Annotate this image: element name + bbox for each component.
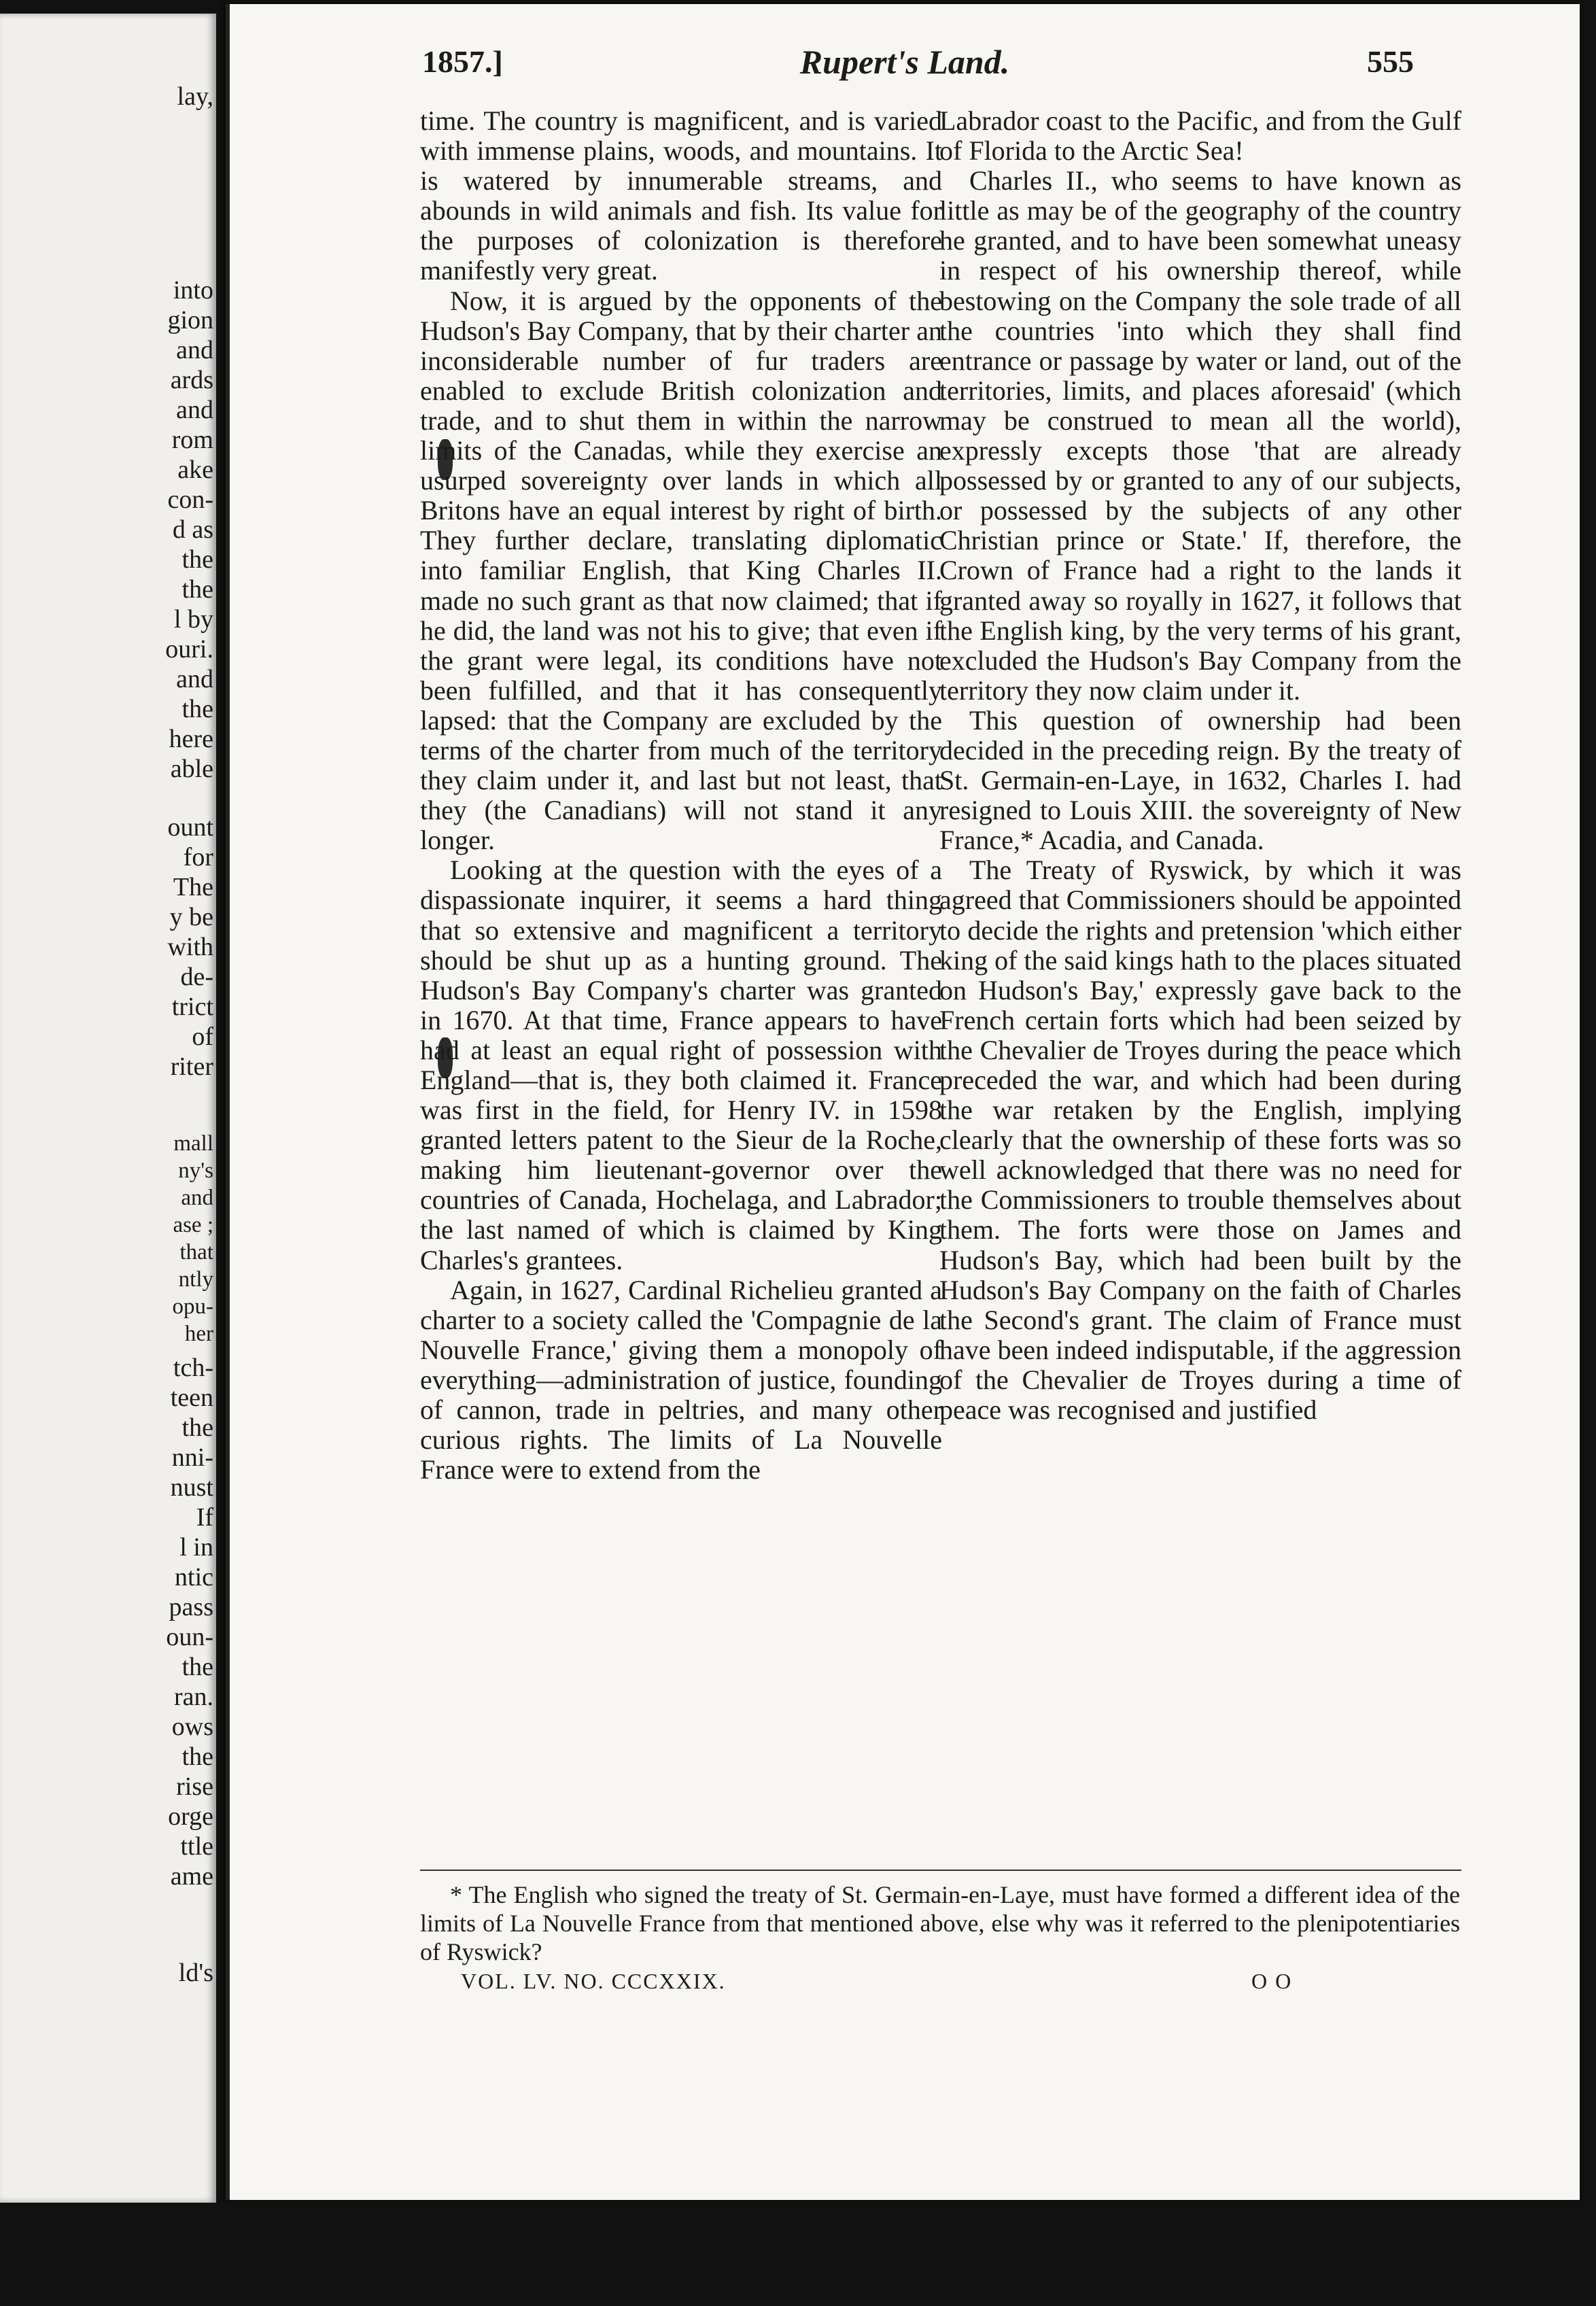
paragraph: time. The country is magnificent, and is varied with immense plains, woods, and mountains. It is watered by innumerable streams, and abounds in wild animals and fish. Its value for the purposes of colonization is therefore manifestly very great.: [420, 105, 942, 286]
facing-page-text-fragment: ards: [170, 366, 213, 394]
facing-page-text-fragment: orge: [168, 1802, 213, 1831]
facing-page-text-fragment: ount: [167, 813, 213, 842]
footnote-divider: [420, 1870, 1461, 1871]
facing-page-text-fragment: ny's: [178, 1158, 213, 1183]
facing-page-text-fragment: with: [167, 933, 213, 961]
facing-page-text-fragment: mall: [173, 1131, 213, 1156]
facing-page-text-fragment: nni-: [171, 1443, 213, 1472]
facing-page-text-fragment: ran.: [173, 1683, 213, 1711]
facing-page-text-fragment: ttle: [180, 1832, 213, 1861]
facing-page-text-fragment: ouri.: [165, 635, 213, 664]
facing-page-text-fragment: l in: [179, 1533, 213, 1562]
facing-page-text-fragment: ntic: [175, 1563, 213, 1591]
paragraph: The Treaty of Ryswick, by which it was agreed that Commissioners should be appointed to decide the rights and pretension 'which either king of the said kings hath to the places situated on Hudson's Bay,' expressly gave back to the French certain forts which had been seized by the Chevalier de Troyes during the peace which preceded the war, and which had been during the war retaken by the English, implying clearly that the ownership of these forts was so well acknowledged that there was no need for the Commissioners to trouble themselves about them. The forts were those on James and Hudson's Bay, which had been built by the Hudson's Bay Company on the faith of Charles the Second's grant. The claim of France must have been indeed indisputable, if the aggression of the Chevalier de Troyes during a time of peace was recognised and justified: [939, 855, 1461, 1426]
paragraph: Again, in 1627, Cardinal Richelieu granted a charter to a society called the 'Compagnie de la Nouvelle France,' giving them a monopoly of everything—administration of justice, founding of cannon, trade in peltries, and many other curious rights. The limits of La Nouvelle France were to extend from the: [420, 1274, 942, 1485]
facing-page-text-fragment: opu-: [172, 1294, 213, 1319]
paragraph: This question of ownership had been decided in the preceding reign. By the treaty of St. Germain-en-Laye, in 1632, Charles I. had resigned to Louis XIII. the sovereignty of New France,* Acadia, and Canada.: [939, 704, 1461, 856]
paragraph: Labrador coast to the Pacific, and from the Gulf of Florida to the Arctic Sea!: [939, 105, 1461, 167]
facing-page-text-fragment: gion: [167, 306, 213, 334]
facing-page-text-fragment: trict: [171, 993, 213, 1021]
facing-page-text-fragment: d as: [172, 515, 213, 544]
facing-page-text-fragment: here: [169, 725, 213, 753]
facing-page-text-fragment: oun-: [166, 1623, 213, 1651]
facing-page-text-fragment: ake: [177, 455, 213, 484]
facing-page-text-fragment: rise: [176, 1772, 213, 1801]
facing-page-text-fragment: of: [192, 1022, 213, 1051]
facing-page-text-fragment: the: [181, 695, 213, 723]
facing-page-text-fragment: ame: [170, 1862, 213, 1891]
facing-page-text-fragment: tch-: [173, 1354, 213, 1382]
facing-page-text-fragment: de-: [180, 963, 213, 991]
facing-page-text-fragment: ase ;: [173, 1213, 213, 1237]
running-year: 1857.]: [422, 44, 503, 79]
facing-page-text-fragment: lay,: [177, 82, 213, 111]
footnote: * The English who signed the treaty of St. Germain-en-Laye, must have formed a different idea of the limits of La Nouvelle France from that mentioned above, else why was it referred to the plenipotentiaries of Ryswick?: [420, 1881, 1460, 1965]
signature-mark: O O: [1251, 1969, 1293, 1993]
facing-page-text-fragment: riter: [170, 1052, 213, 1081]
facing-page-text-fragment: rom: [171, 426, 213, 454]
facing-page-text-fragment: into: [173, 276, 213, 305]
right-text-column: [939, 106, 1461, 1425]
facing-page-text-fragment: ntly: [178, 1267, 213, 1292]
facing-page-text-fragment: If: [196, 1503, 213, 1532]
facing-page-text-fragment: and: [181, 1186, 213, 1210]
paragraph: Looking at the question with the eyes of a dispassionate inquirer, it seems a hard thing that so extensive and magnificent a territory should be shut up as a hunting ground. The Hudson's Bay Company's charter was granted in 1670. At that time, France appears to have had at least an equal right of possession with England—that is, they both claimed it. France was first in the field, for Henry IV. in 1598 granted letters patent to the Sieur de la Roche, making him lieutenant-governor over the countries of Canada, Hochelaga, and Labrador; the last named of which is claimed by King Charles's grantees.: [420, 855, 942, 1275]
facing-page-text-fragment: able: [170, 755, 213, 783]
facing-page-text-fragment: the: [181, 575, 213, 604]
facing-page-text-fragment: the: [181, 1413, 213, 1442]
running-title: Rupert's Land.: [799, 43, 1010, 81]
facing-page-text-fragment: y be: [169, 903, 213, 931]
facing-page-text-fragment: con-: [167, 485, 213, 514]
facing-page-text-fragment: for: [183, 843, 213, 872]
facing-page-text-fragment: ows: [171, 1713, 213, 1741]
facing-page-edge: [0, 14, 216, 2203]
facing-page-text-fragment: the: [181, 1653, 213, 1681]
book-page: [226, 4, 1580, 2200]
facing-page-text-fragment: and: [176, 336, 213, 364]
facing-page-text-fragment: that: [179, 1240, 213, 1264]
facing-page-text-fragment: ld's: [178, 1959, 213, 1987]
facing-page-text-fragment: nust: [170, 1473, 213, 1502]
volume-signature: VOL. LV. NO. CCCXXIX.: [461, 1969, 726, 1993]
facing-page-text-fragment: the: [181, 545, 213, 574]
facing-page-text-fragment: the: [181, 1742, 213, 1771]
facing-page-text-fragment: l by: [173, 605, 213, 634]
left-text-column: [420, 106, 942, 1485]
facing-page-text-fragment: The: [173, 873, 213, 901]
paragraph: Now, it is argued by the opponents of the Hudson's Bay Company, that by their charter an inconsiderable number of fur traders are enabled to exclude British colonization and trade, and to shut them in within the narrow limits of the Canadas, while they exercise an usurped sovereignty over lands in which all Britons have an equal interest by right of birth. They further declare, translating diplomatic into familiar English, that King Charles II. made no such grant as that now claimed; that if he did, the land was not his to give; that even if the grant were legal, its conditions have not been fulfilled, and that it has consequently lapsed: that the Company are excluded by the terms of the charter from much of the territory they claim under it, and last but not least, that they (the Canadians) will not stand it any longer.: [420, 285, 942, 856]
facing-page-text-fragment: pass: [169, 1593, 213, 1621]
page-number: 555: [1367, 44, 1414, 79]
facing-page-text-fragment: teen: [170, 1383, 213, 1412]
facing-page-text-fragment: and: [176, 665, 213, 693]
paragraph: Charles II., who seems to have known as little as may be of the geography of the country he granted, and to have been somewhat uneasy in respect of his ownership thereof, while bestowing on the Company the sole trade of all the countries 'into which they shall find entrance or passage by water or land, out of the territories, limits, and places aforesaid' (which may be construed to mean all the world), expressly excepts those 'that are already possessed by or granted to any of our subjects, or possessed by the subjects of any other Christian prince or State.' If, therefore, the Crown of France had a right to the lands it granted away so royally in 1627, it follows that the English king, by the very terms of his grant, excluded the Hudson's Bay Company from the territory they now claim under it.: [939, 165, 1461, 706]
facing-page-text-fragment: and: [176, 396, 213, 424]
facing-page-text-fragment: her: [184, 1322, 213, 1346]
